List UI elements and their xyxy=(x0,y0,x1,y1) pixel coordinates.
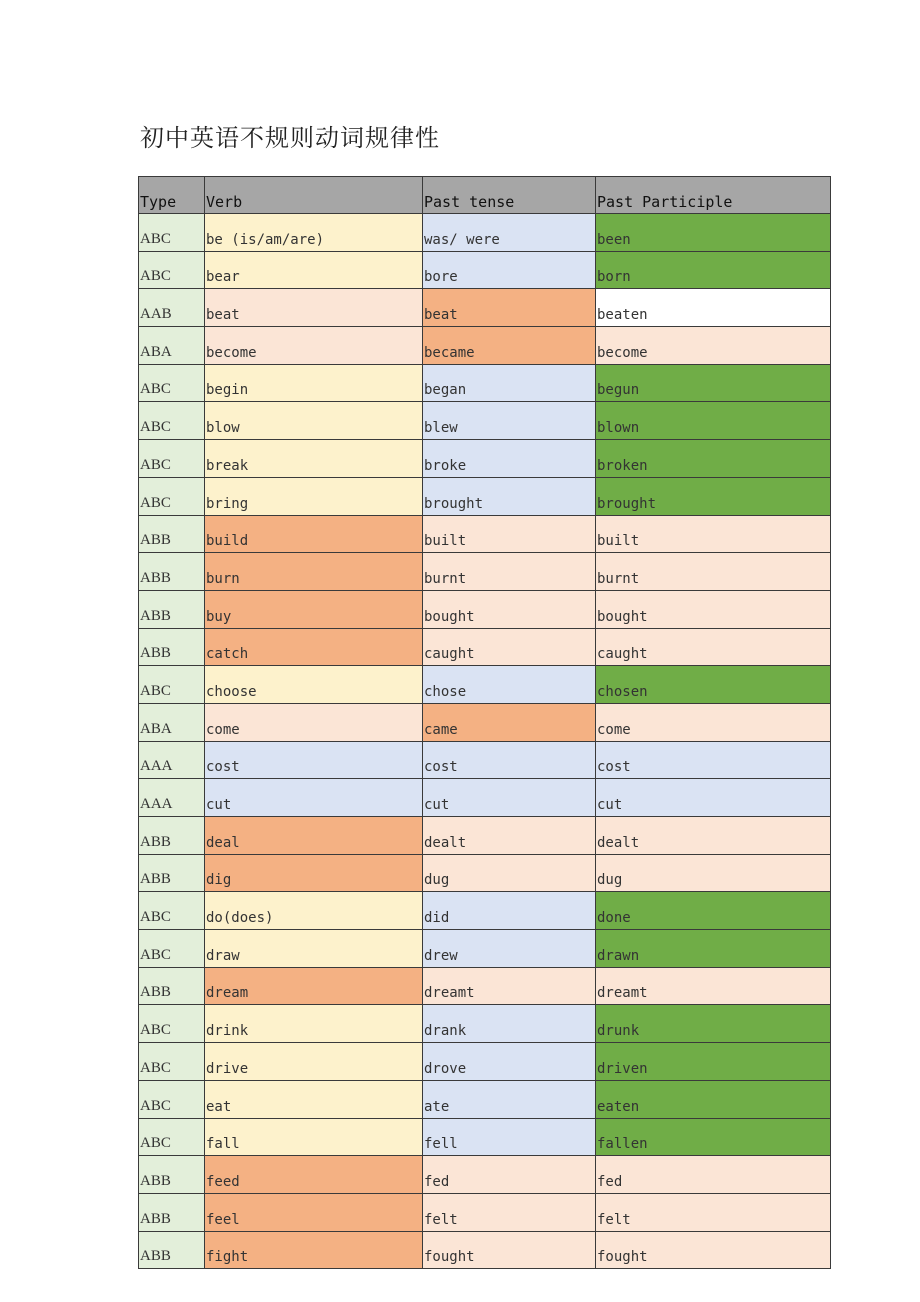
type-cell: ABC xyxy=(139,402,205,440)
verb-cell: bear xyxy=(205,251,423,289)
past-participle-cell: chosen xyxy=(596,666,831,704)
type-cell: ABC xyxy=(139,930,205,968)
past-participle-cell: dreamt xyxy=(596,967,831,1005)
past-tense-cell: built xyxy=(423,515,596,553)
type-cell: AAA xyxy=(139,779,205,817)
past-tense-cell: broke xyxy=(423,440,596,478)
type-cell: ABC xyxy=(139,1005,205,1043)
table-row xyxy=(139,817,831,855)
past-participle-cell: bought xyxy=(596,590,831,628)
past-participle-cell: come xyxy=(596,703,831,741)
past-participle-cell: fought xyxy=(596,1231,831,1269)
verb-cell: cut xyxy=(205,779,423,817)
past-tense-cell: fell xyxy=(423,1118,596,1156)
type-cell: ABC xyxy=(139,251,205,289)
type-cell: ABB xyxy=(139,967,205,1005)
table-row xyxy=(139,741,831,779)
verb-cell: fall xyxy=(205,1118,423,1156)
verb-cell: become xyxy=(205,327,423,365)
table-row xyxy=(139,364,831,402)
type-cell: AAA xyxy=(139,741,205,779)
past-participle-cell: blown xyxy=(596,402,831,440)
verb-cell: break xyxy=(205,440,423,478)
past-tense-cell: cut xyxy=(423,779,596,817)
type-cell: ABB xyxy=(139,515,205,553)
type-cell: ABC xyxy=(139,477,205,515)
table-row xyxy=(139,1043,831,1081)
past-participle-cell: burnt xyxy=(596,553,831,591)
table-row xyxy=(139,289,831,327)
past-tense-cell: dreamt xyxy=(423,967,596,1005)
header-verb: Verb xyxy=(205,177,423,214)
past-participle-cell: eaten xyxy=(596,1080,831,1118)
past-tense-cell: burnt xyxy=(423,553,596,591)
table-row xyxy=(139,930,831,968)
past-participle-cell: become xyxy=(596,327,831,365)
verb-cell: begin xyxy=(205,364,423,402)
verb-cell: dig xyxy=(205,854,423,892)
verb-cell: catch xyxy=(205,628,423,666)
past-participle-cell: been xyxy=(596,214,831,252)
past-participle-cell: felt xyxy=(596,1193,831,1231)
verb-cell: beat xyxy=(205,289,423,327)
past-tense-cell: fed xyxy=(423,1156,596,1194)
table-row xyxy=(139,967,831,1005)
irregular-verbs-table xyxy=(138,176,831,1269)
past-tense-cell: ate xyxy=(423,1080,596,1118)
type-cell: ABA xyxy=(139,327,205,365)
past-tense-cell: did xyxy=(423,892,596,930)
type-cell: ABB xyxy=(139,1156,205,1194)
past-tense-cell: bought xyxy=(423,590,596,628)
verb-cell: blow xyxy=(205,402,423,440)
table-row xyxy=(139,1005,831,1043)
past-tense-cell: was/ were xyxy=(423,214,596,252)
past-tense-cell: brought xyxy=(423,477,596,515)
type-cell: ABC xyxy=(139,892,205,930)
past-tense-cell: drove xyxy=(423,1043,596,1081)
page-title: 初中英语不规则动词规律性 xyxy=(140,124,440,152)
type-cell: ABB xyxy=(139,817,205,855)
table-row xyxy=(139,440,831,478)
past-participle-cell: built xyxy=(596,515,831,553)
header-past-participle: Past Participle xyxy=(596,177,831,214)
past-participle-cell: dealt xyxy=(596,817,831,855)
past-participle-cell: broken xyxy=(596,440,831,478)
type-cell: ABB xyxy=(139,553,205,591)
verb-cell: draw xyxy=(205,930,423,968)
verb-cell: fight xyxy=(205,1231,423,1269)
table-row xyxy=(139,327,831,365)
verb-cell: burn xyxy=(205,553,423,591)
past-participle-cell: dug xyxy=(596,854,831,892)
table-row xyxy=(139,666,831,704)
verb-cell: choose xyxy=(205,666,423,704)
table-row xyxy=(139,703,831,741)
table-row xyxy=(139,251,831,289)
past-participle-cell: cut xyxy=(596,779,831,817)
verb-cell: cost xyxy=(205,741,423,779)
verb-cell: dream xyxy=(205,967,423,1005)
type-cell: ABC xyxy=(139,1080,205,1118)
past-participle-cell: fed xyxy=(596,1156,831,1194)
table-row xyxy=(139,1118,831,1156)
header-row xyxy=(139,177,831,214)
verb-cell: build xyxy=(205,515,423,553)
type-cell: ABC xyxy=(139,666,205,704)
header-type: Type xyxy=(139,177,205,214)
table-row xyxy=(139,779,831,817)
table-row xyxy=(139,590,831,628)
verb-cell: deal xyxy=(205,817,423,855)
past-tense-cell: beat xyxy=(423,289,596,327)
verb-cell: feel xyxy=(205,1193,423,1231)
past-tense-cell: cost xyxy=(423,741,596,779)
past-tense-cell: drew xyxy=(423,930,596,968)
type-cell: ABB xyxy=(139,854,205,892)
past-tense-cell: began xyxy=(423,364,596,402)
past-tense-cell: dealt xyxy=(423,817,596,855)
type-cell: ABB xyxy=(139,628,205,666)
verb-cell: eat xyxy=(205,1080,423,1118)
type-cell: ABC xyxy=(139,1043,205,1081)
verb-cell: feed xyxy=(205,1156,423,1194)
table-row xyxy=(139,1156,831,1194)
past-tense-cell: felt xyxy=(423,1193,596,1231)
past-tense-cell: came xyxy=(423,703,596,741)
type-cell: ABB xyxy=(139,590,205,628)
type-cell: ABB xyxy=(139,1193,205,1231)
past-tense-cell: drank xyxy=(423,1005,596,1043)
type-cell: ABB xyxy=(139,1231,205,1269)
past-participle-cell: caught xyxy=(596,628,831,666)
type-cell: ABA xyxy=(139,703,205,741)
past-tense-cell: dug xyxy=(423,854,596,892)
verb-cell: do(does) xyxy=(205,892,423,930)
verb-cell: drink xyxy=(205,1005,423,1043)
type-cell: ABC xyxy=(139,440,205,478)
past-participle-cell: beaten xyxy=(596,289,831,327)
type-cell: ABC xyxy=(139,214,205,252)
table-row xyxy=(139,1231,831,1269)
table-row xyxy=(139,553,831,591)
past-participle-cell: begun xyxy=(596,364,831,402)
table-row xyxy=(139,1193,831,1231)
past-tense-cell: blew xyxy=(423,402,596,440)
table-row xyxy=(139,402,831,440)
table-row xyxy=(139,515,831,553)
past-participle-cell: done xyxy=(596,892,831,930)
past-participle-cell: driven xyxy=(596,1043,831,1081)
past-tense-cell: became xyxy=(423,327,596,365)
verb-cell: come xyxy=(205,703,423,741)
past-participle-cell: born xyxy=(596,251,831,289)
past-participle-cell: fallen xyxy=(596,1118,831,1156)
past-participle-cell: drawn xyxy=(596,930,831,968)
type-cell: ABC xyxy=(139,364,205,402)
verb-cell: bring xyxy=(205,477,423,515)
table-row xyxy=(139,892,831,930)
past-participle-cell: drunk xyxy=(596,1005,831,1043)
table-row xyxy=(139,628,831,666)
past-tense-cell: caught xyxy=(423,628,596,666)
verb-cell: be (is/am/are) xyxy=(205,214,423,252)
verb-cell: drive xyxy=(205,1043,423,1081)
past-tense-cell: bore xyxy=(423,251,596,289)
type-cell: AAB xyxy=(139,289,205,327)
table-row xyxy=(139,854,831,892)
table-row xyxy=(139,477,831,515)
table-body xyxy=(139,214,831,1269)
past-tense-cell: fought xyxy=(423,1231,596,1269)
table-row xyxy=(139,214,831,252)
header-past-tense: Past tense xyxy=(423,177,596,214)
type-cell: ABC xyxy=(139,1118,205,1156)
past-participle-cell: brought xyxy=(596,477,831,515)
past-participle-cell: cost xyxy=(596,741,831,779)
table-header xyxy=(139,177,831,214)
past-tense-cell: chose xyxy=(423,666,596,704)
verb-cell: buy xyxy=(205,590,423,628)
table-row xyxy=(139,1080,831,1118)
